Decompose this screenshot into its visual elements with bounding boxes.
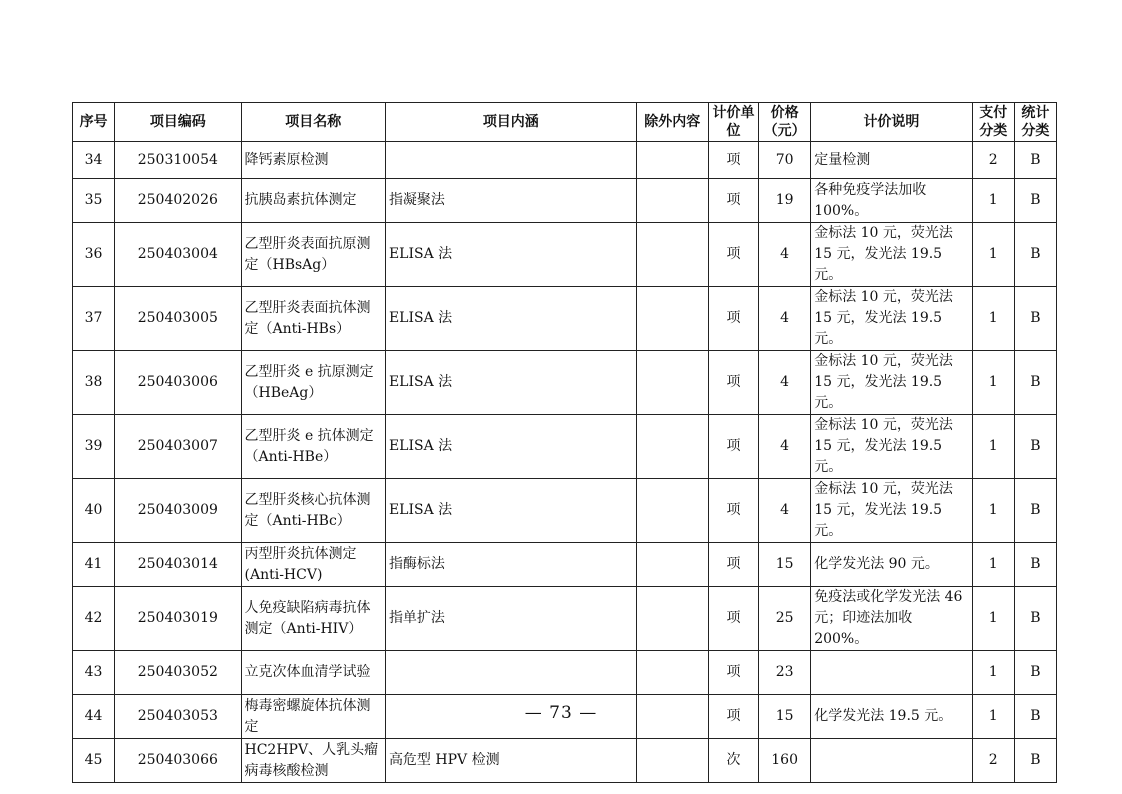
table-row	[73, 543, 1057, 587]
cell-pay: 1	[972, 223, 1014, 287]
cell-seq: 45	[73, 739, 115, 783]
cell-pay: 1	[972, 179, 1014, 223]
table-row	[73, 479, 1057, 543]
table-row	[73, 223, 1057, 287]
cell-unit: 项	[708, 179, 758, 223]
table-row	[73, 415, 1057, 479]
cell-excluded	[636, 351, 708, 415]
cell-code: 250403053	[115, 695, 241, 739]
cell-stat: B	[1014, 287, 1056, 351]
cell-stat: B	[1014, 651, 1056, 695]
cell-excluded	[636, 739, 708, 783]
header-note: 计价说明	[811, 103, 972, 142]
cell-note: 化学发光法 90 元。	[811, 543, 972, 587]
cell-name: 乙型肝炎 e 抗体测定（Anti-HBe）	[241, 415, 385, 479]
cell-stat: B	[1014, 351, 1056, 415]
cell-pay: 1	[972, 287, 1014, 351]
cell-name: 人免疫缺陷病毒抗体测定（Anti-HIV）	[241, 587, 385, 651]
cell-excluded	[636, 543, 708, 587]
table-header-row	[73, 103, 1057, 142]
cell-pay: 1	[972, 695, 1014, 739]
cell-code: 250310054	[115, 142, 241, 179]
table-row	[73, 651, 1057, 695]
cell-excluded	[636, 651, 708, 695]
cell-stat: B	[1014, 142, 1056, 179]
cell-code: 250403014	[115, 543, 241, 587]
cell-pay: 1	[972, 351, 1014, 415]
cell-code: 250402026	[115, 179, 241, 223]
cell-price: 4	[759, 287, 811, 351]
cell-excluded	[636, 142, 708, 179]
cell-excluded	[636, 415, 708, 479]
cell-stat: B	[1014, 179, 1056, 223]
cell-stat: B	[1014, 695, 1056, 739]
cell-note: 金标法 10 元，荧光法 15 元，发光法 19.5 元。	[811, 415, 972, 479]
cell-note: 金标法 10 元，荧光法 15 元，发光法 19.5 元。	[811, 287, 972, 351]
cell-note: 金标法 10 元，荧光法 15 元，发光法 19.5 元。	[811, 351, 972, 415]
cell-note: 各种免疫学法加收100%。	[811, 179, 972, 223]
cell-code: 250403052	[115, 651, 241, 695]
cell-note: 金标法 10 元，荧光法 15 元，发光法 19.5 元。	[811, 223, 972, 287]
page-number: — 73 —	[524, 703, 598, 723]
cell-code: 250403004	[115, 223, 241, 287]
cell-unit: 次	[708, 739, 758, 783]
cell-note: 金标法 10 元，荧光法 15 元，发光法 19.5 元。	[811, 479, 972, 543]
cell-content: 高危型 HPV 检测	[385, 739, 636, 783]
cell-excluded	[636, 179, 708, 223]
cell-note: 化学发光法 19.5 元。	[811, 695, 972, 739]
cell-seq: 41	[73, 543, 115, 587]
cell-price: 15	[759, 695, 811, 739]
cell-price: 4	[759, 351, 811, 415]
table-row	[73, 739, 1057, 783]
cell-price: 25	[759, 587, 811, 651]
cell-note: 免疫法或化学发光法 46 元；印迹法加收 200%。	[811, 587, 972, 651]
cell-content: 指单扩法	[385, 587, 636, 651]
cell-code: 250403019	[115, 587, 241, 651]
cell-unit: 项	[708, 415, 758, 479]
cell-price: 15	[759, 543, 811, 587]
cell-code: 250403005	[115, 287, 241, 351]
cell-unit: 项	[708, 587, 758, 651]
cell-price: 19	[759, 179, 811, 223]
cell-content	[385, 142, 636, 179]
cell-unit: 项	[708, 142, 758, 179]
cell-content: ELISA 法	[385, 287, 636, 351]
cell-price: 160	[759, 739, 811, 783]
cell-seq: 34	[73, 142, 115, 179]
cell-content: 指凝聚法	[385, 179, 636, 223]
cell-seq: 43	[73, 651, 115, 695]
cell-name: 降钙素原检测	[241, 142, 385, 179]
table-row	[73, 142, 1057, 179]
cell-stat: B	[1014, 479, 1056, 543]
cell-pay: 1	[972, 543, 1014, 587]
cell-unit: 项	[708, 479, 758, 543]
cell-content: ELISA 法	[385, 479, 636, 543]
cell-name: 乙型肝炎表面抗原测定（HBsAg）	[241, 223, 385, 287]
cell-content: 指酶标法	[385, 543, 636, 587]
cell-note	[811, 651, 972, 695]
cell-pay: 2	[972, 739, 1014, 783]
cell-name: 乙型肝炎核心抗体测定（Anti-HBc）	[241, 479, 385, 543]
cell-seq: 36	[73, 223, 115, 287]
cell-seq: 44	[73, 695, 115, 739]
cell-seq: 37	[73, 287, 115, 351]
header-pay: 支付分类	[972, 103, 1014, 142]
cell-excluded	[636, 479, 708, 543]
cell-unit: 项	[708, 351, 758, 415]
cell-content: ELISA 法	[385, 223, 636, 287]
cell-unit: 项	[708, 543, 758, 587]
header-seq: 序号	[73, 103, 115, 142]
cell-pay: 1	[972, 587, 1014, 651]
cell-name: 梅毒密螺旋体抗体测定	[241, 695, 385, 739]
cell-stat: B	[1014, 415, 1056, 479]
header-stat: 统计分类	[1014, 103, 1056, 142]
cell-name: 丙型肝炎抗体测定 (Anti-HCV)	[241, 543, 385, 587]
table-row	[73, 587, 1057, 651]
cell-name: HC2HPV、人乳头瘤病毒核酸检测	[241, 739, 385, 783]
cell-note: 定量检测	[811, 142, 972, 179]
header-excluded: 除外内容	[636, 103, 708, 142]
table-row	[73, 179, 1057, 223]
cell-price: 4	[759, 479, 811, 543]
fee-table	[72, 102, 1057, 783]
header-price: 价格（元）	[759, 103, 811, 142]
cell-price: 4	[759, 415, 811, 479]
cell-unit: 项	[708, 651, 758, 695]
cell-seq: 38	[73, 351, 115, 415]
cell-stat: B	[1014, 223, 1056, 287]
cell-price: 70	[759, 142, 811, 179]
cell-stat: B	[1014, 739, 1056, 783]
cell-code: 250403006	[115, 351, 241, 415]
table-row	[73, 351, 1057, 415]
cell-pay: 2	[972, 142, 1014, 179]
cell-content: ELISA 法	[385, 415, 636, 479]
cell-excluded	[636, 223, 708, 287]
cell-name: 立克次体血清学试验	[241, 651, 385, 695]
cell-unit: 项	[708, 287, 758, 351]
cell-seq: 35	[73, 179, 115, 223]
cell-stat: B	[1014, 587, 1056, 651]
cell-code: 250403009	[115, 479, 241, 543]
cell-price: 4	[759, 223, 811, 287]
cell-price: 23	[759, 651, 811, 695]
cell-stat: B	[1014, 543, 1056, 587]
cell-content: ELISA 法	[385, 351, 636, 415]
header-unit: 计价单位	[708, 103, 758, 142]
cell-code: 250403066	[115, 739, 241, 783]
cell-code: 250403007	[115, 415, 241, 479]
cell-note	[811, 739, 972, 783]
cell-content	[385, 651, 636, 695]
cell-pay: 1	[972, 651, 1014, 695]
cell-name: 乙型肝炎 e 抗原测定（HBeAg）	[241, 351, 385, 415]
cell-seq: 40	[73, 479, 115, 543]
cell-name: 抗胰岛素抗体测定	[241, 179, 385, 223]
cell-seq: 39	[73, 415, 115, 479]
cell-pay: 1	[972, 479, 1014, 543]
header-content: 项目内涵	[385, 103, 636, 142]
cell-name: 乙型肝炎表面抗体测定（Anti-HBs）	[241, 287, 385, 351]
cell-excluded	[636, 587, 708, 651]
header-name: 项目名称	[241, 103, 385, 142]
cell-unit: 项	[708, 695, 758, 739]
cell-pay: 1	[972, 415, 1014, 479]
cell-excluded	[636, 287, 708, 351]
header-code: 项目编码	[115, 103, 241, 142]
cell-unit: 项	[708, 223, 758, 287]
cell-seq: 42	[73, 587, 115, 651]
table-body	[73, 142, 1057, 783]
table-row	[73, 287, 1057, 351]
